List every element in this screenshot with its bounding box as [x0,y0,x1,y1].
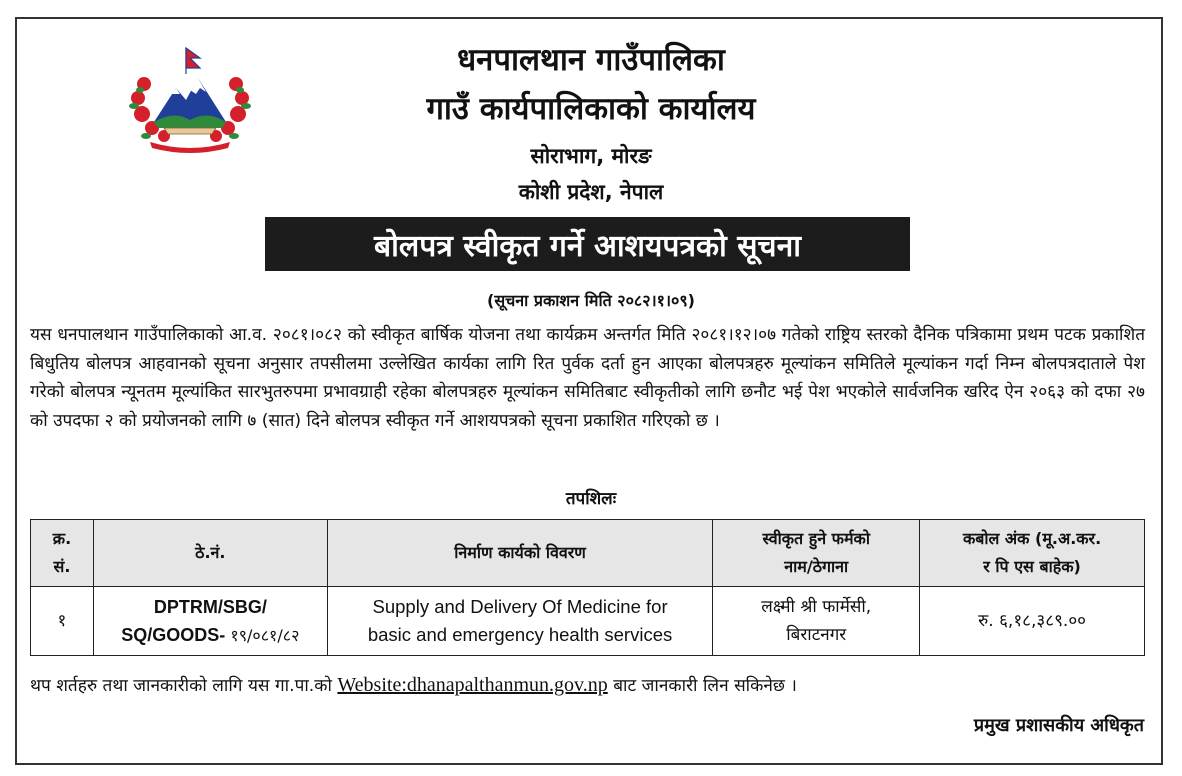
col-header-contract-no: ठे.नं. [93,520,327,587]
col-header-firm-line2: नाम/ठेगाना [784,557,849,576]
notice-title: बोलपत्र स्वीकृत गर्ने आशयपत्रको सूचना [373,228,802,264]
col-header-firm-line1: स्वीकृत हुने फर्मको [762,529,870,548]
cell-contract-no-line2: SQ/GOODS- [121,624,226,645]
table-row [31,587,1145,656]
cell-contract-no-line1: DPTRM/SBG/ [153,596,267,617]
notice-title-banner [265,217,910,271]
col-header-description: निर्माण कार्यको विवरण [327,520,713,587]
col-header-sn [31,520,94,587]
bid-details-table [30,519,1145,656]
cell-firm-line1: लक्ष्मी श्री फार्मेसी, [761,597,872,617]
cell-sn: १ [31,587,94,656]
footer-text-before: थप शर्तहरु तथा जानकारीको लागि यस गा.पा.को [30,676,338,696]
cell-contract-no-suffix: १९/०८१/८२ [225,625,300,645]
office-address: सोराभाग, मोरङ [530,144,652,168]
cell-contract-no [93,587,327,656]
cell-firm-line2: बिराटनगर [786,625,847,645]
col-header-sn-line1: क्र. [52,529,72,548]
publish-date: (सूचना प्रकाशन मिति २०८२।१।०९) [487,291,695,310]
table-header-row [31,520,1145,587]
schedule-heading: तपशिलः [565,489,617,509]
cell-description-line2: basic and emergency health services [367,624,673,645]
signature-title: प्रमुख प्रशासकीय अधिकृत [973,715,1144,736]
col-header-amount [920,520,1145,587]
col-header-amount-line2: र पि एस बाहेक) [983,557,1081,576]
footer-info [30,674,1145,697]
col-header-firm [713,520,920,587]
footer-text-after: बाट जानकारी लिन सकिनेछ । [607,676,797,696]
cell-description [327,587,713,656]
col-header-sn-line2: सं. [53,557,71,576]
province-country: कोशी प्रदेश, नेपाल [518,180,664,204]
cell-firm [713,587,920,656]
website-link[interactable]: Website:dhanapalthanmun.gov.np [337,674,608,696]
municipality-name: धनपालथान गाउँपालिका [457,42,725,78]
office-name: गाउँ कार्यपालिकाको कार्यालय [426,91,756,127]
notice-body: यस धनपालथान गाउँपालिकाको आ.व. २०८१।०८२ को स्वीकृत बार्षिक योजना तथा कार्यक्रम अन्तर्गत मिति २०८१।१२।०७ गतेको राष्ट्रिय स्तरको दैनिक पत्रिकामा प्रथम पटक प्रकाशित बिधुतिय बोलपत्र आहवानको सूचना अनुसार तपसीलमा उल्लेखित कार्यका लागि रित पुर्वक दर्ता हुन आएका बोलपत्रहरु मूल्यांकन समितिले मूल्यांकन गर्दा निम्न बोलपत्रदाताले पेश गरेको बोलपत्र न्यूनतम मूल्यांकित सारभुतरुपमा प्रभावग्राही रहेका बोलपत्रहरु मूल्यांकन समितिबाट स्वीकृतीको लागि छनौट भई पेश भएकोले सार्वजनिक खरिद ऐन २०६३ को दफा २७ को उपदफा २ को प्रयोजनको लागि ७ (सात) दिने बोलपत्र स्वीकृत गर्ने आशयपत्रको सूचना प्रकाशित गरिएको छ । [30,325,1145,431]
col-header-amount-line1: कबोल अंक (मू.अ.कर. [962,529,1102,548]
cell-amount: रु. ६,१८,३८९.०० [920,587,1145,656]
cell-description-line1: Supply and Delivery Of Medicine for [372,596,668,617]
